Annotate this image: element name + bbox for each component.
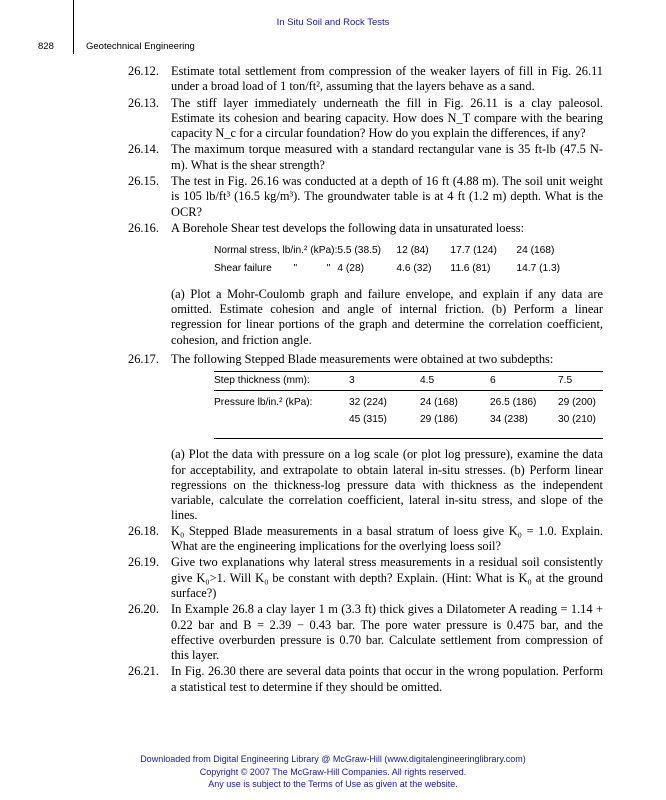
problem-number: 26.15. — [128, 174, 159, 189]
problem-26-21 — [128, 664, 603, 695]
table-cell: 14.7 (1.3) — [516, 262, 561, 274]
table-cell: 32 (224) — [349, 396, 387, 408]
table-cell: 24 (168) — [516, 245, 555, 257]
problem-26-19 — [128, 555, 603, 601]
table-cell: 29 (186) — [420, 413, 458, 425]
problem-26-20 — [128, 602, 603, 663]
problem-26-16-followup: (a) Plot a Mohr-Coulomb graph and failure envelope, and explain if any data are omitted. Estimate cohesion and angle of internal friction. (b) Perform a linear regression for linear portions of the graph and determine the correlation coefficient, cohesion, and friction angle. — [171, 286, 603, 347]
problem-text: K₀ Stepped Blade measurements in a basal stratum of loess give K₀ = 1.0. Explain. What are the engineering implications for the overlying loess soil? — [171, 523, 603, 554]
table-row — [214, 260, 560, 277]
problem-text: The test in Fig. 26.16 was conducted at a depth of 16 ft (4.88 m). The soil unit weight is 105 lb/ft³ (16.5 kg/m³). The groundwater table is at 4 ft (1.2 m) depth. What is the OCR? — [171, 174, 603, 219]
problem-number: 26.13. — [128, 95, 159, 110]
problem-26-15 — [128, 174, 603, 220]
page-number: 828 — [38, 41, 54, 52]
header-divider — [73, 0, 74, 54]
table-cell: 34 (238) — [490, 413, 528, 425]
page-footer — [0, 753, 666, 791]
table-spacer-row — [214, 428, 603, 439]
problem-number: 26.21. — [128, 664, 159, 679]
table-cell: 29 (200) — [558, 396, 596, 408]
table-cell: 24 (168) — [420, 396, 458, 408]
problem-number: 26.18. — [128, 523, 159, 538]
row-label — [214, 260, 337, 277]
table-header-row — [214, 372, 603, 390]
problem-number: 26.12. — [128, 64, 159, 78]
table-cell: 12 (84) — [396, 245, 429, 257]
table-cell: 4 (28) — [337, 262, 365, 274]
problem-26-14 — [128, 142, 603, 173]
table-cell: 4.6 (32) — [396, 262, 432, 274]
table-row — [214, 411, 603, 428]
problem-text: In Fig. 26.30 there are several data points that occur in the wrong population. Perform a statistical test to determine if they should be omitted. — [171, 664, 603, 694]
row-label: Pressure lb/in.² (kPa): — [214, 396, 313, 408]
ditto-mark: " — [293, 262, 298, 274]
stepped-blade-table — [214, 371, 603, 439]
problem-text: A Borehole Shear test develops the following data in unsaturated loess: — [171, 220, 525, 235]
book-title: Geotechnical Engineering — [86, 41, 195, 52]
problem-number: 26.20. — [128, 602, 159, 617]
problem-26-18 — [128, 523, 603, 555]
column-header: 7.5 — [558, 372, 603, 390]
table-cell: 17.7 (124) — [450, 245, 497, 257]
table-cell: 26.5 (186) — [490, 396, 537, 408]
table-cell: 45 (315) — [349, 413, 387, 425]
table-cell: 30 (210) — [558, 413, 596, 425]
running-head: In Situ Soil and Rock Tests — [276, 17, 390, 28]
problem-26-16 — [128, 220, 603, 236]
problem-text: The maximum torque measured with a standard rectangular vane is 35 ft-lb (47.5 N-m). What is the shear strength? — [171, 142, 603, 172]
column-header: Step thickness (mm): — [214, 372, 349, 390]
problem-26-17-followup: (a) Plot the data with pressure on a log scale (or plot log pressure), examine the data for acceptability, and extrapolate to obtain lateral in-situ stresses. (b) Perform linear regressions on the thickness-log pressure data with thickness as the independent variable, calculate the correlation coefficient, lateral in-situ stress, and slope of the lines. — [171, 447, 603, 523]
problem-text: In Example 26.8 a clay layer 1 m (3.3 ft) thick gives a Dilatometer A reading = 1.14 + 0.22 bar and B = 2.39 − 0.43 bar. The pore water pressure is 0.475 bar, and the effective overburden pressure is 0.70 bar. Calculate settlement from compression of this layer. — [171, 602, 603, 663]
footer-terms: Any use is subject to the Terms of Use as given at the website. — [208, 779, 458, 789]
problem-26-12 — [128, 64, 603, 95]
problems-list — [128, 64, 603, 696]
row-label: Normal stress, lb/in.² (kPa): — [214, 245, 338, 257]
table-cell: 5.5 (38.5) — [337, 245, 382, 257]
problem-text: The stiff layer immediately underneath the fill in Fig. 26.11 is a clay paleosol. Estimate its cohesion and bearing capacity. How does N_T compare with the bearing capacity N_c for a circular foundation? How do you explain the differences, if any? — [171, 95, 603, 141]
row-label — [214, 411, 349, 428]
table-cell: 11.6 (81) — [450, 262, 491, 274]
problem-26-13 — [128, 95, 603, 142]
problem-text: The following Stepped Blade measurements were obtained at two subdepths: — [171, 352, 554, 367]
ditto-mark: " — [326, 262, 331, 274]
problem-number: 26.16. — [128, 220, 159, 235]
problem-text: Give two explanations why lateral stress measurements in a residual soil consistently give K₀>1. Will K₀ be constant with depth? Explain. (Hint: What is K₀ at the ground surface?) — [171, 555, 603, 600]
table-row — [214, 390, 603, 411]
problem-number: 26.14. — [128, 142, 159, 157]
footer-download-link[interactable]: Downloaded from Digital Engineering Library @ McGraw-Hill (www.digitalengineeringlibrary.com) — [140, 754, 526, 764]
problem-number: 26.19. — [128, 555, 159, 570]
problem-number: 26.17. — [128, 352, 159, 367]
column-header: 3 — [349, 372, 420, 390]
footer-copyright: Copyright © 2007 The McGraw-Hill Companies. All rights reserved. — [199, 766, 467, 777]
column-header: 4.5 — [420, 372, 490, 390]
problem-26-17 — [128, 352, 603, 367]
column-header: 6 — [490, 372, 558, 390]
borehole-shear-table — [214, 242, 560, 277]
table-row — [214, 242, 560, 259]
shear-failure-label: Shear failure — [214, 262, 272, 274]
problem-text: Estimate total settlement from compression of the weaker layers of fill in Fig. 26.11 under a broad load of 1 ton/ft², assuming that the layers behave as a sand. — [171, 64, 603, 94]
